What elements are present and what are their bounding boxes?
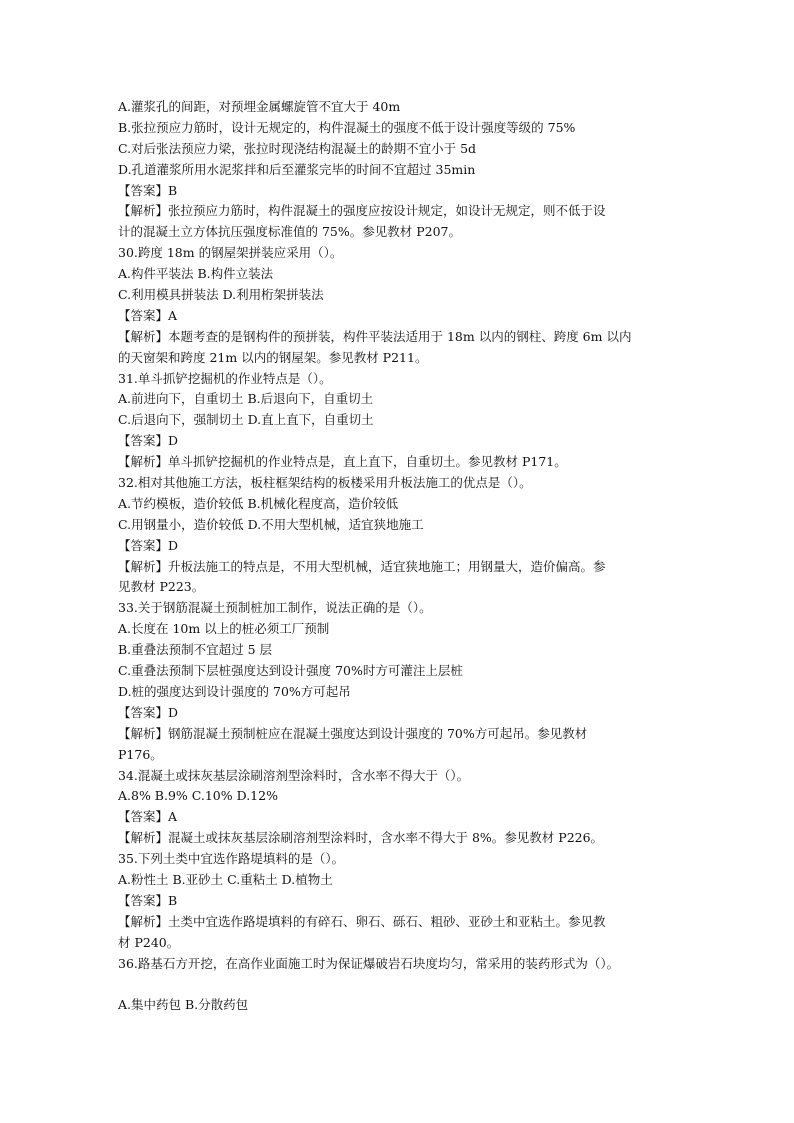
analysis-line: 材 P240。	[118, 934, 180, 950]
option-line: A.节约模板，造价较低 B.机械化程度高，造价较低	[118, 495, 399, 511]
option-line: A.8% B.9% C.10% D.12%	[118, 788, 278, 804]
question-line: 30.跨度 18m 的钢屋架拼装应采用（）。	[118, 245, 343, 261]
answer-line: 【答案】A	[118, 809, 178, 825]
option-line: C.后退向下，强制切土 D.直上直下，自重切土	[118, 412, 374, 428]
analysis-line: 见教材 P223。	[118, 579, 205, 595]
option-line: D.桩的强度达到设计强度的 70%方可起吊	[118, 683, 351, 699]
question-line: 31.单斗抓铲挖掘机的作业特点是（）。	[118, 370, 332, 386]
analysis-line: P176。	[118, 746, 163, 762]
analysis-line: 【解析】本题考查的是钢构件的预拼装，构件平装法适用于 18m 以内的钢柱、跨度 6m 以内	[118, 328, 632, 344]
question-line: 35.下列土类中宜选作路堤填料的是（）。	[118, 851, 345, 867]
option-line: A.粉性土 B.亚砂土 C.重粘土 D.植物土	[118, 871, 333, 887]
text-line: A.灌浆孔的间距，对预埋金属螺旋管不宜大于 40m	[118, 99, 401, 114]
analysis-line: 【解析】张拉预应力筋时，构件混凝土的强度应按设计规定，如设计无规定，则不低于设	[118, 203, 606, 219]
text-line: D.孔道灌浆所用水泥浆拌和后至灌浆完毕的时间不宜超过 35min	[118, 161, 476, 177]
analysis-line: 计的混凝土立方体抗压强度标准值的 75%。参见教材 P207。	[118, 224, 462, 240]
analysis-line: 【解析】钢筋混凝土预制桩应在混凝土强度达到设计强度的 70%方可起吊。参见教材	[118, 725, 588, 741]
analysis-line: 【解析】升板法施工的特点是，不用大型机械，适宜狭地施工；用钢量大，造价偏高。参	[118, 558, 606, 574]
option-line: A.前进向下，自重切土 B.后退向下，自重切土	[118, 391, 374, 407]
text-line: B.张拉预应力筋时，设计无规定的，构件混凝土的强度不低于设计强度等级的 75%	[118, 119, 576, 135]
blank-line	[118, 974, 678, 995]
question-line: 36.路基石方开挖，在高作业面施工时为保证爆破岩石块度均匀，常采用的装药形式为（）。	[118, 955, 620, 971]
analysis-line: 【解析】单斗抓铲挖掘机的作业特点是，直上直下，自重切土。参见教材 P171。	[118, 454, 567, 470]
option-line: A.长度在 10m 以上的桩必须工厂预制	[118, 621, 330, 637]
option-line: C.重叠法预制下层桩强度达到设计强度 70%时方可灌注上层桩	[118, 663, 463, 679]
option-line: C.利用模具拼装法 D.利用桁架拼装法	[118, 287, 324, 303]
answer-line: 【答案】B	[118, 182, 178, 198]
option-line: A.构件平装法 B.构件立装法	[118, 266, 274, 282]
question-line: 34.混凝土或抹灰基层涂刷溶剂型涂料时，含水率不得大于（）。	[118, 767, 470, 783]
text-line: C.对后张法预应力梁，张拉时现浇结构混凝土的龄期不宜小于 5d	[118, 140, 477, 156]
document-page	[118, 97, 678, 1016]
option-line: C.用钢量小，造价较低 D.不用大型机械，适宜狭地施工	[118, 516, 424, 532]
answer-line: 【答案】D	[118, 704, 179, 720]
question-line: 32.相对其他施工方法，板柱框架结构的板楼采用升板法施工的优点是（）。	[118, 475, 532, 491]
answer-line: 【答案】D	[118, 537, 179, 553]
answer-line: 【答案】B	[118, 892, 178, 908]
option-line: B.重叠法预制不宜超过 5 层	[118, 642, 273, 658]
analysis-line: 【解析】土类中宜选作路堤填料的有碎石、卵石、砾石、粗砂、亚砂土和亚粘土。参见教	[118, 913, 606, 929]
option-line: A.集中药包 B.分散药包	[118, 997, 249, 1013]
question-line: 33.关于钢筋混凝土预制桩加工制作，说法正确的是（）。	[118, 600, 432, 616]
answer-line: 【答案】D	[118, 433, 179, 449]
analysis-line: 的天窗架和跨度 21m 以内的钢屋架。参见教材 P211。	[118, 349, 428, 365]
answer-line: 【答案】A	[118, 307, 178, 323]
analysis-line: 【解析】混凝土或抹灰基层涂刷溶剂型涂料时，含水率不得大于 8%。参见教材 P226。	[118, 830, 604, 846]
